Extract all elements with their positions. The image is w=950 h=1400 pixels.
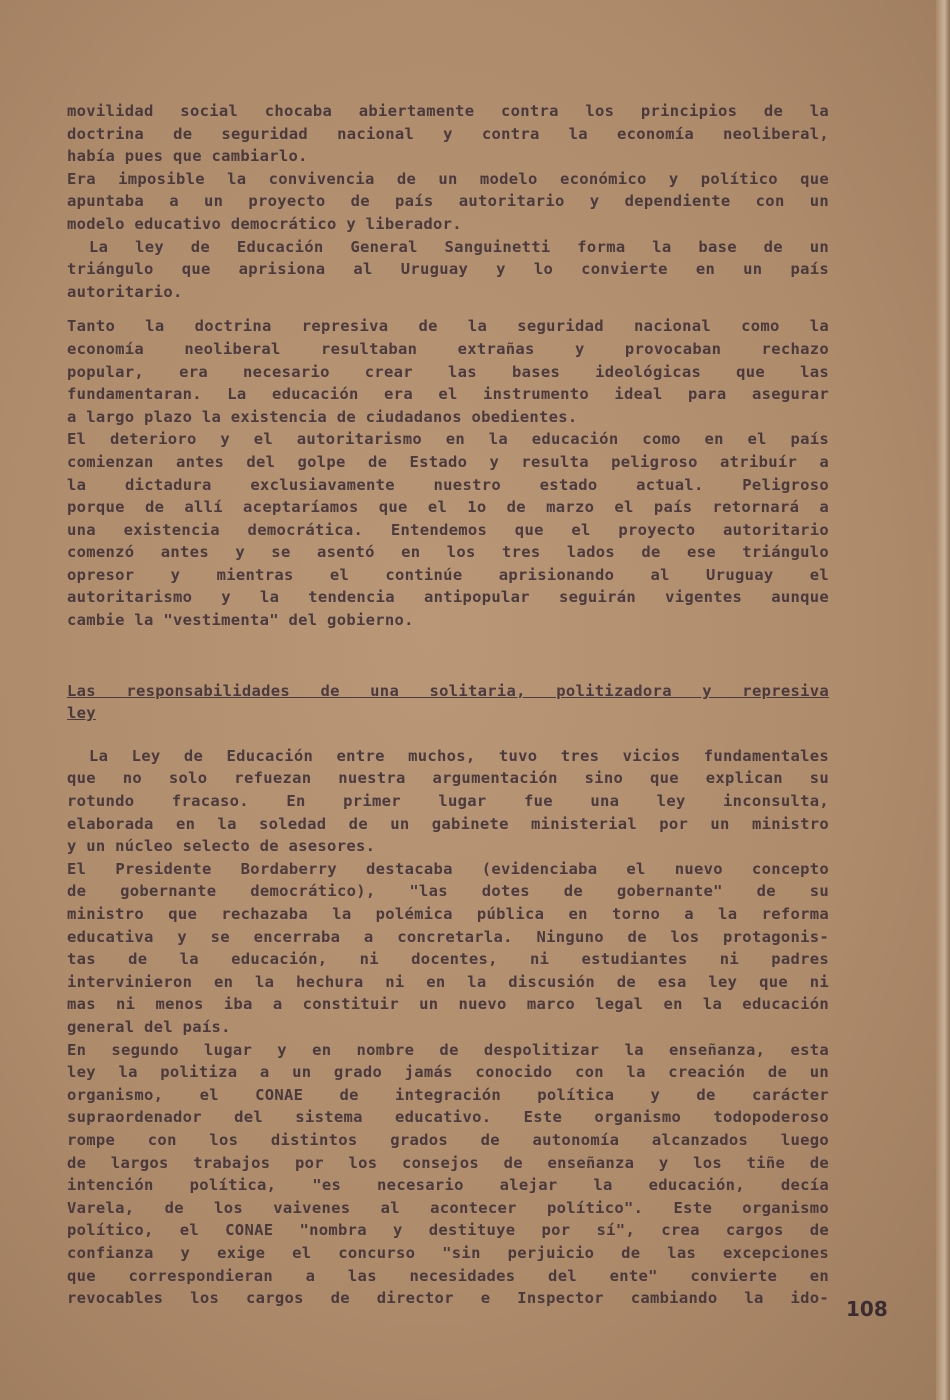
text-line: porque de allí aceptaríamos que el 1o de marzo el país retornará a [67, 498, 829, 517]
text-line: de largos trabajos por los consejos de enseñanza y los tiñe de [67, 1153, 829, 1172]
text-line: confianza y exige el concurso "sin perjuicio de las excepciones [67, 1243, 829, 1262]
text-line: Tanto la doctrina represiva de la seguridad nacional como la [67, 317, 829, 336]
text-block [67, 745, 829, 1310]
paragraph [67, 236, 829, 304]
paragraph [67, 680, 829, 725]
text-line: cambie la "vestimenta" del gobierno. [67, 611, 414, 630]
text-line: mas ni menos iba a constituir un nuevo marco legal en la educación [67, 995, 829, 1014]
text-line: comienzan antes del golpe de Estado y resulta peligroso atribuír a [67, 452, 829, 471]
text-line: político, el CONAE "nombra y destituye por sí", crea cargos de [67, 1221, 829, 1240]
text-line: rotundo fracaso. En primer lugar fue una ley inconsulta, [67, 792, 829, 811]
text-line: elaborada en la soledad de un gabinete ministerial por un ministro [67, 814, 829, 833]
text-line: la dictadura exclusiavamente nuestro estado actual. Peligroso [67, 475, 829, 494]
text-line: autoritario. [67, 282, 183, 301]
text-line: que no solo refuezan nuestra argumentación sino que explican su [67, 769, 829, 788]
text-line: movilidad social chocaba abiertamente contra los principios de la [67, 102, 829, 120]
text-line: intención política, "es necesario alejar la educación, decía [67, 1176, 829, 1195]
text-block [67, 100, 829, 303]
heading-line: ley [67, 704, 96, 723]
text-line: En segundo lugar y en nombre de despolitizar la enseñanza, esta [67, 1040, 829, 1059]
text-line: apuntaba a un proyecto de país autoritario y dependiente con un [67, 192, 829, 211]
block-gap [67, 632, 829, 680]
paragraph [67, 168, 829, 236]
text-line: El Presidente Bordaberry destacaba (evidenciaba el nuevo concepto [67, 859, 829, 878]
page-number: 108 [846, 1297, 888, 1321]
text-line: Varela, de los vaivenes al acontecer político". Este organismo [67, 1198, 829, 1217]
text-line: tas de la educación, ni docentes, ni estudiantes ni padres [67, 950, 829, 969]
text-line: doctrina de seguridad nacional y contra la economía neoliberal, [67, 124, 829, 143]
section-heading [67, 680, 829, 725]
text-line: autoritarismo y la tendencia antipopular seguirán vigentes aunque [67, 588, 829, 607]
text-line: El deterioro y el autoritarismo en la educación como en el país [67, 430, 829, 449]
text-line: fundamentaran. La educación era el instrumento ideal para asegurar [67, 385, 829, 404]
text-line: revocables los cargos de director e Inspector cambiando la ido- [67, 1289, 829, 1308]
paragraph [67, 100, 829, 168]
text-line: modelo educativo democrático y liberador. [67, 214, 462, 233]
page-edge [936, 0, 950, 1400]
text-line: una existencia democrática. Entendemos que el proyecto autoritario [67, 520, 829, 539]
block-gap [67, 303, 829, 315]
paragraph [67, 428, 829, 631]
text-line: La Ley de Educación entre muchos, tuvo tres vicios fundamentales [89, 746, 829, 765]
text-line: que correspondieran a las necesidades del ente" convierte en [67, 1266, 829, 1285]
paragraph [67, 1039, 829, 1310]
text-line: ministro que rechazaba la polémica pública en torno a la reforma [67, 905, 829, 923]
text-line: comenzó antes y se asentó en los tres lados de ese triángulo [67, 543, 829, 562]
text-line: Era imposible la convivencia de un modelo económico y político que [67, 169, 829, 188]
text-line: rompe con los distintos grados de autonomía alcanzados luego [67, 1130, 829, 1149]
text-line: organismo, el CONAE de integración política y de carácter [67, 1085, 829, 1104]
text-line: supraordenador del sistema educativo. Este organismo todopoderoso [67, 1108, 829, 1127]
text-line: La ley de Educación General Sanguinetti forma la base de un [89, 237, 829, 256]
text-line: de gobernante democrático), "las dotes de gobernante" de su [67, 882, 829, 901]
paragraph [67, 745, 829, 858]
text-line: general del país. [67, 1017, 231, 1036]
text-line: había pues que cambiarlo. [67, 147, 308, 166]
text-line: opresor y mientras el continúe aprisionando al Uruguay el [67, 565, 829, 584]
text-line: intervinieron en la hechura ni en la discusión de esa ley que ni [67, 972, 829, 991]
heading-line: Las responsabilidades de una solitaria, politizadora y represiva [67, 681, 829, 700]
text-line: y un núcleo selecto de asesores. [67, 837, 376, 856]
text-line: ley la politiza a un grado jamás conocido con la creación de un [67, 1063, 829, 1082]
paragraph [67, 858, 829, 1039]
document-page [67, 100, 829, 1310]
text-line: a largo plazo la existencia de ciudadanos obedientes. [67, 407, 578, 426]
text-block [67, 315, 829, 631]
text-line: triángulo que aprisiona al Uruguay y lo convierte en un país [67, 260, 829, 279]
paragraph [67, 315, 829, 428]
block-gap [67, 725, 829, 745]
text-line: popular, era necesario crear las bases ideológicas que las [67, 362, 829, 381]
text-line: economía neoliberal resultaban extrañas y provocaban rechazo [67, 339, 829, 358]
text-line: educativa y se encerraba a concretarla. Ninguno de los protagonis- [67, 927, 829, 946]
